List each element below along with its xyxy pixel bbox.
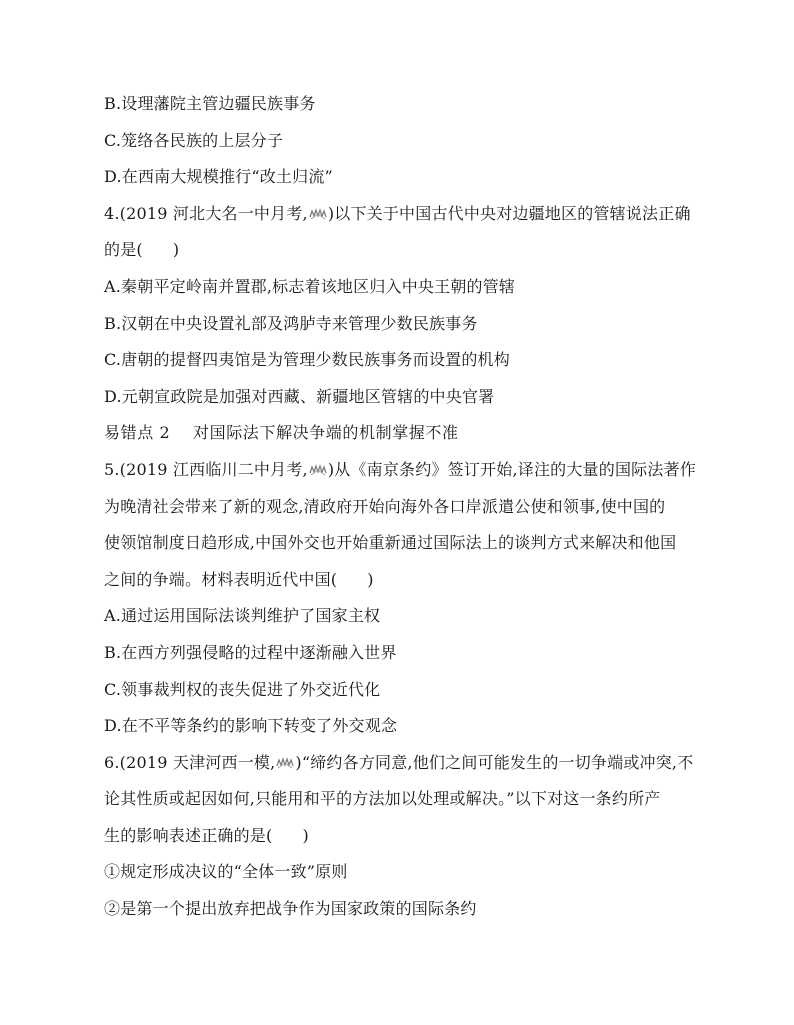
answer-paren-close: ) bbox=[367, 569, 374, 589]
answer-paren-close: ) bbox=[172, 240, 180, 260]
question-4-text: )以下关于中国古代中央对边疆地区的管辖说法正确 bbox=[327, 203, 691, 223]
question-5-body-3 bbox=[104, 562, 694, 599]
option-b-q4: B.汉朝在中央设置礼部及鸿胪寺来管理少数民族事务 bbox=[104, 313, 478, 333]
option-c-q4: C.唐朝的提督四夷馆是为管理少数民族事务而设置的机构 bbox=[104, 350, 510, 370]
error-point-heading: 易错点 2 对国际法下解决争端的机制掌握不准 bbox=[104, 423, 459, 443]
option-c-q5: C.领事裁判权的丧失促进了外交近代化 bbox=[104, 679, 381, 699]
question-4-source: 4.(2019 河北大名一中月考, bbox=[104, 203, 308, 223]
question-5-source: 5.(2019 江西临川二中月考, bbox=[104, 459, 308, 479]
difficulty-stars-icon bbox=[309, 208, 327, 220]
question-4-stem-cont bbox=[104, 232, 694, 269]
question-5-body-2: 使领馆制度日趋形成,中国外交也开始重新通过国际法上的谈判方式来解决和他国 bbox=[104, 533, 677, 553]
option-d-q4: D.元朝宣政院是加强对西藏、新疆地区管辖的中央官署 bbox=[104, 386, 495, 406]
question-5-tail: 之间的争端。材料表明近代中国( bbox=[104, 569, 338, 589]
option-b-q5: B.在西方列强侵略的过程中逐渐融入世界 bbox=[104, 642, 397, 662]
statement-2: ②是第一个提出放弃把战争作为国家政策的国际条约 bbox=[104, 899, 477, 919]
option-d-q3: D.在西南大规模推行“改土归流” bbox=[104, 167, 333, 187]
option-a-q5: A.通过运用国际法谈判维护了国家主权 bbox=[104, 606, 381, 626]
option-a-q4: A.秦朝平定岭南并置郡,标志着该地区归入中央王朝的管辖 bbox=[104, 276, 516, 296]
question-5-body-1: 为晚清社会带来了新的观念,清政府开始向海外各口岸派遣公使和领事,使中国的 bbox=[104, 496, 666, 516]
question-4-tail: 的是( bbox=[104, 240, 143, 260]
question-4-stem bbox=[104, 196, 694, 233]
difficulty-stars-icon bbox=[309, 464, 327, 476]
question-6-stem bbox=[104, 745, 694, 782]
question-page bbox=[104, 86, 694, 928]
question-5-stem bbox=[104, 452, 694, 489]
option-d-q5: D.在不平等条约的影响下转变了外交观念 bbox=[104, 716, 398, 736]
question-6-text: )“缔约各方同意,他们之间可能发生的一切争端或冲突,不 bbox=[295, 752, 694, 772]
question-6-tail: 生的影响表述正确的是( bbox=[104, 825, 273, 845]
question-5-text: )从《南京条约》签订开始,译注的大量的国际法著作 bbox=[327, 459, 696, 479]
statement-1: ①规定形成决议的“全体一致”原则 bbox=[104, 862, 348, 882]
option-c-q3: C.笼络各民族的上层分子 bbox=[104, 130, 284, 150]
answer-paren-close: ) bbox=[302, 825, 309, 845]
question-6-body-1: 论其性质或起因如何,只能用和平的方法加以处理或解决。”以下对这一条约所产 bbox=[104, 789, 661, 809]
difficulty-stars-icon bbox=[276, 757, 294, 769]
option-b-q3: B.设理藩院主管边疆民族事务 bbox=[104, 94, 316, 113]
question-6-body-2 bbox=[104, 818, 694, 855]
question-6-source: 6.(2019 天津河西一模, bbox=[104, 752, 276, 772]
